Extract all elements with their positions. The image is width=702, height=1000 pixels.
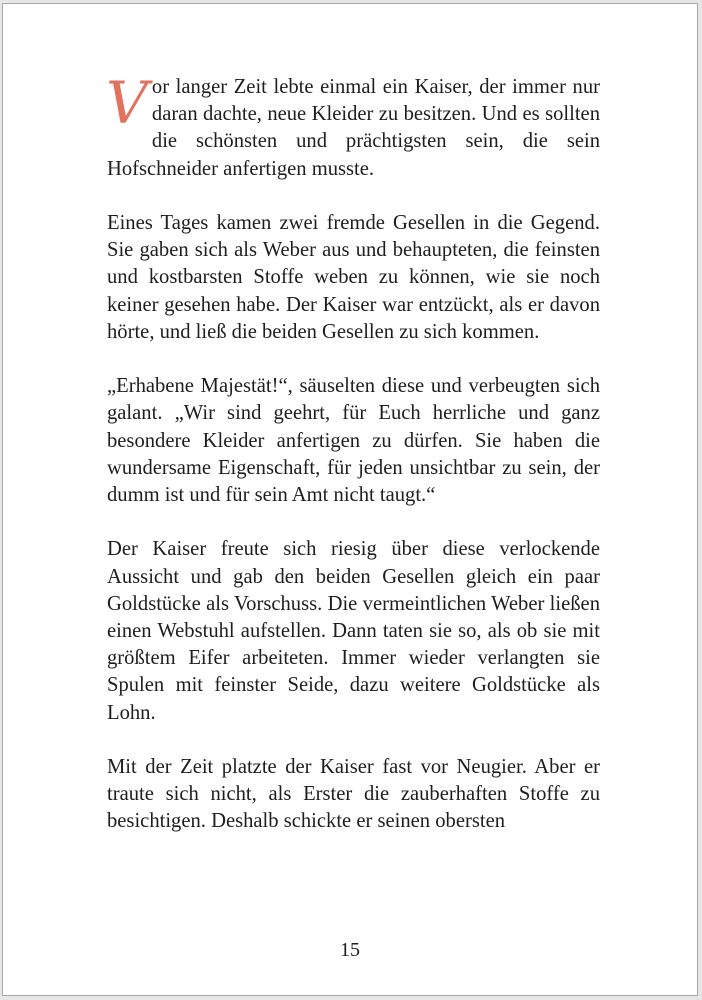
paragraph-2: Eines Tages kamen zwei fremde Gesellen in die Gegend. Sie gaben sich als Weber aus und behaupteten, die feinsten und kostbarsten Stoffe weben zu können, wie sie noch keiner gesehen habe. Der Kaiser war entzückt, als er davon hörte, und ließ die beiden Gesellen zu sich kommen. (107, 212, 600, 343)
drop-cap-initial: V (106, 69, 148, 137)
page-body-text (106, 69, 600, 863)
book-page (2, 3, 698, 996)
page-number: 15 (340, 939, 360, 961)
paragraph-1-text: or langer Zeit lebte einmal ein Kaiser, der immer nur daran dachte, neue Kleider zu besitzen. Und es sollten die schönsten und prächtigsten sein, die sein Hofschneider anfertigen musste. (107, 76, 600, 180)
paragraph-3: „Erhabene Majestät!“, säuselten diese und verbeugten sich galant. „Wir sind geehrt, für Euch herrliche und ganz besondere Kleider anfertigen zu dürfen. Sie haben die wundersame Eigenschaft, für jeden unsichtbar zu sein, der dumm ist und für sein Amt nicht taugt.“ (107, 375, 600, 507)
paragraph-1 (106, 69, 600, 183)
paragraph-5: Mit der Zeit platzte der Kaiser fast vor Neugier. Aber er traute sich nicht, als Erster die zauberhaften Stoffe zu besichtigen. Deshalb schickte er seinen obersten (107, 756, 600, 833)
paragraph-4: Der Kaiser freute sich riesig über diese verlockende Aussicht und gab den beiden Gesellen gleich ein paar Goldstücke als Vorschuss. Die vermeintlichen Weber ließen einen Webstuhl aufstellen. Dann taten sie so, als ob sie mit größtem Eifer arbeiteten. Immer wieder verlangten sie Spulen mit feinster Seide, dazu weitere Goldstücke als Lohn. (107, 538, 600, 724)
